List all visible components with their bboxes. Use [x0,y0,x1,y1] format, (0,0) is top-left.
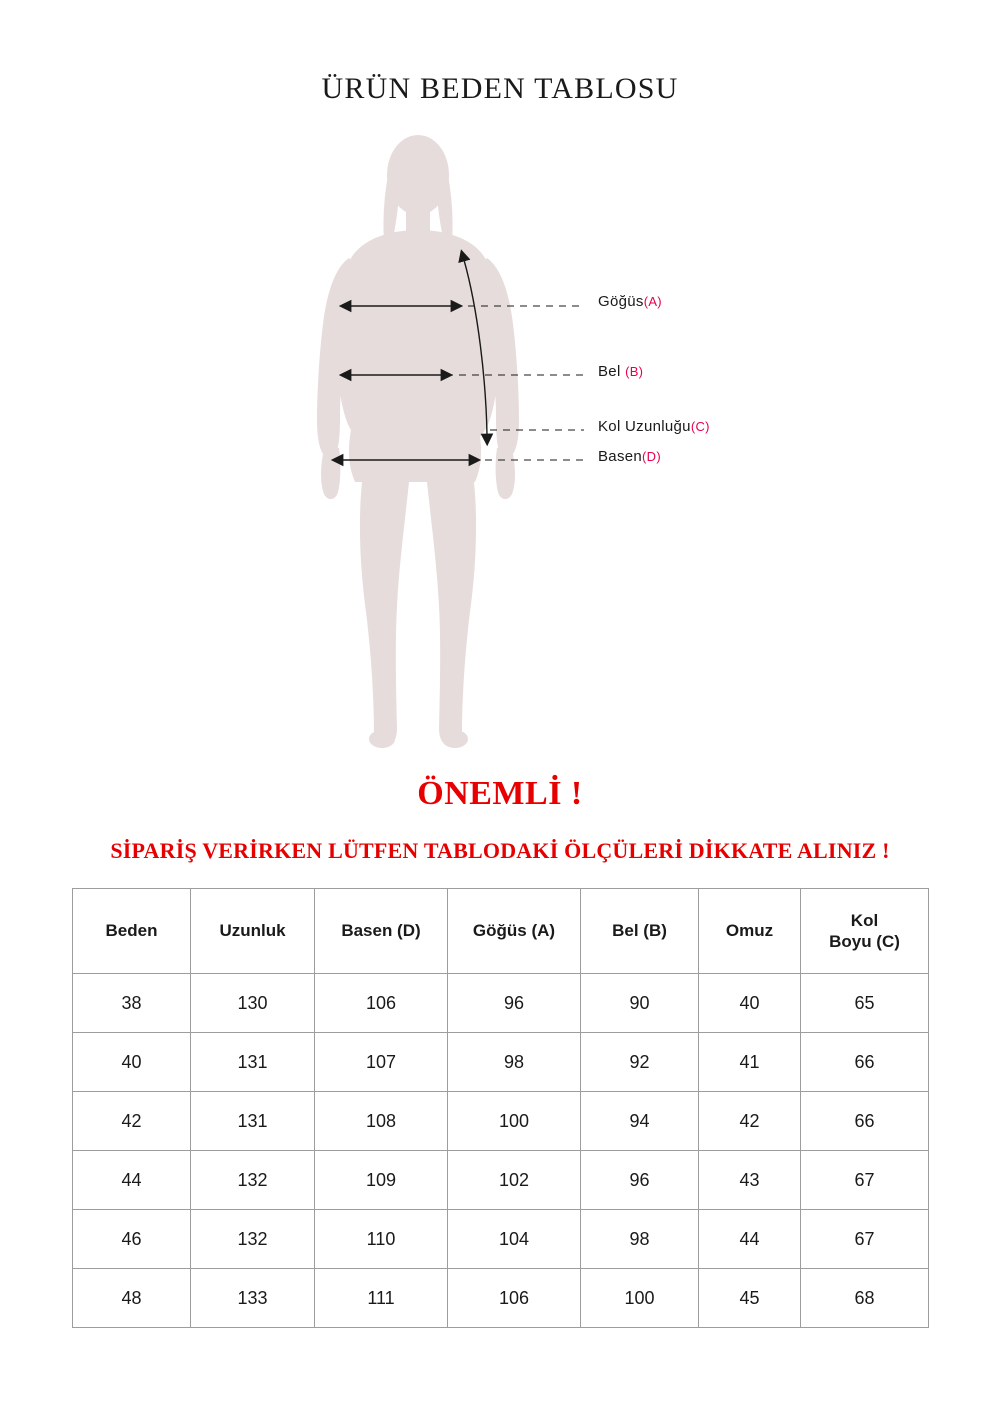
cell-kol-boyu: 65 [801,974,929,1033]
cell-bel: 100 [581,1269,699,1328]
callout-hip [598,448,661,465]
important-notice-headline: ÖNEMLİ ! [417,775,583,812]
cell-uzunluk: 132 [191,1151,315,1210]
cell-gogus: 106 [448,1269,581,1328]
page-title: ÜRÜN BEDEN TABLOSU [321,72,679,105]
column-header-kol-boyu-line2: Boyu (C) [829,932,900,951]
callout-sleeve-code: (C) [690,419,710,434]
cell-kol-boyu: 66 [801,1092,929,1151]
cell-beden: 48 [73,1269,191,1328]
cell-omuz: 45 [699,1269,801,1328]
cell-omuz: 42 [699,1092,801,1151]
cell-bel: 90 [581,974,699,1033]
cell-beden: 38 [73,974,191,1033]
cell-basen: 109 [315,1151,448,1210]
cell-basen: 108 [315,1092,448,1151]
cell-beden: 40 [73,1033,191,1092]
cell-kol-boyu: 68 [801,1269,929,1328]
cell-uzunluk: 130 [191,974,315,1033]
column-header-bel: Bel (B) [581,889,699,974]
cell-beden: 46 [73,1210,191,1269]
cell-bel: 94 [581,1092,699,1151]
callout-chest-label: Göğüs [598,293,644,310]
table-header-row [73,889,929,974]
cell-basen: 106 [315,974,448,1033]
cell-kol-boyu: 66 [801,1033,929,1092]
cell-uzunluk: 131 [191,1092,315,1151]
callout-waist-label: Bel [598,363,626,380]
silhouette-shape [317,135,519,748]
callout-waist [598,363,643,380]
cell-gogus: 100 [448,1092,581,1151]
cell-kol-boyu: 67 [801,1210,929,1269]
cell-omuz: 40 [699,974,801,1033]
column-header-gogus: Göğüs (A) [448,889,581,974]
table-row [73,1033,929,1092]
cell-kol-boyu: 67 [801,1151,929,1210]
table-row [73,1269,929,1328]
cell-gogus: 96 [448,974,581,1033]
cell-omuz: 41 [699,1033,801,1092]
callout-hip-label: Basen [598,448,643,465]
table-body [73,974,929,1328]
column-header-basen: Basen (D) [315,889,448,974]
cell-basen: 111 [315,1269,448,1328]
cell-gogus: 98 [448,1033,581,1092]
callout-hip-code: (D) [642,449,661,464]
cell-uzunluk: 131 [191,1033,315,1092]
column-header-beden: Beden [73,889,191,974]
size-chart-table [72,888,929,1328]
callout-chest-code: (A) [643,294,662,309]
column-header-uzunluk: Uzunluk [191,889,315,974]
callout-sleeve-label: Kol Uzunluğu [598,418,691,435]
cell-bel: 92 [581,1033,699,1092]
size-guide-figure [0,130,1000,770]
cell-basen: 110 [315,1210,448,1269]
column-header-kol-boyu [801,889,929,974]
column-header-kol-boyu-line1: Kol [850,910,879,930]
cell-beden: 44 [73,1151,191,1210]
cell-bel: 96 [581,1151,699,1210]
important-notice-subline: SİPARİŞ VERİRKEN LÜTFEN TABLODAKİ ÖLÇÜLERİ DİKKATE ALINIZ ! [110,838,890,863]
female-silhouette-diagram [0,130,1000,770]
callout-waist-code: (B) [625,364,644,379]
cell-beden: 42 [73,1092,191,1151]
cell-omuz: 44 [699,1210,801,1269]
table-row [73,1151,929,1210]
table-row [73,1210,929,1269]
cell-basen: 107 [315,1033,448,1092]
table-row [73,1092,929,1151]
cell-uzunluk: 133 [191,1269,315,1328]
cell-gogus: 102 [448,1151,581,1210]
cell-bel: 98 [581,1210,699,1269]
table-row [73,974,929,1033]
callout-chest [598,293,662,310]
cell-gogus: 104 [448,1210,581,1269]
callout-sleeve [598,418,710,435]
cell-uzunluk: 132 [191,1210,315,1269]
cell-omuz: 43 [699,1151,801,1210]
column-header-omuz: Omuz [699,889,801,974]
